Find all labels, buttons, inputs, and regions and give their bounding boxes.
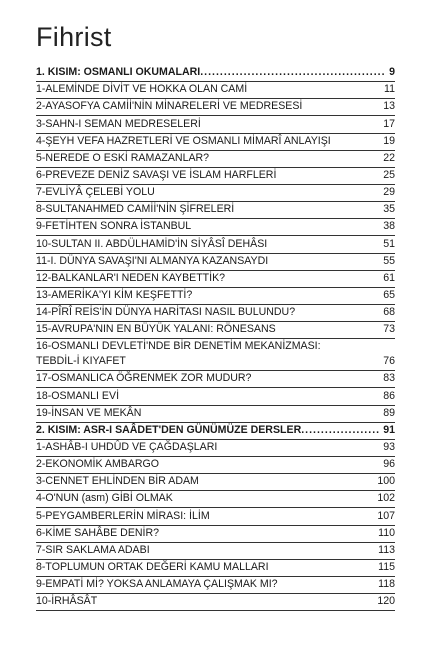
entry-page-number: 93 [383, 440, 395, 453]
toc-entry[interactable] [36, 577, 395, 594]
entry-page-number: 73 [383, 323, 395, 336]
entry-title: 6-PREVEZE DENİZ SAVAŞI VE İSLAM HARFLERİ [36, 168, 277, 181]
toc-entry[interactable] [36, 99, 395, 116]
dot-leader [200, 65, 385, 80]
entry-title: 16-OSMANLI DEVLETİ'NDE BİR DENETİM MEKANİZMASI: [36, 340, 321, 353]
entry-page-number: 25 [383, 168, 395, 181]
entry-page-number: 83 [383, 372, 395, 385]
toc-entry[interactable] [36, 508, 395, 525]
entry-page-number: 13 [383, 100, 395, 113]
entry-title: 12-BALKANLAR'I NEDEN KAYBETTİK? [36, 271, 226, 284]
toc-entry[interactable] [36, 305, 395, 322]
section-heading[interactable] [36, 423, 395, 440]
entry-page-number: 11 [384, 83, 395, 96]
page-title: Fihrist [36, 22, 112, 52]
entry-title: 10-SULTAN II. ABDÜLHAMİD'İN SİYÂSÎ DEHÂSI [36, 237, 268, 250]
toc-entry[interactable] [36, 543, 395, 560]
toc-entry[interactable] [36, 440, 395, 457]
dot-leader [301, 423, 379, 438]
table-of-contents [36, 65, 395, 611]
entry-title: 7-EVLİYÂ ÇELEBİ YOLU [36, 186, 155, 199]
entry-title: 7-SIR SAKLAMA ADABI [36, 543, 150, 556]
toc-entry[interactable] [36, 526, 395, 543]
toc-entry[interactable] [36, 219, 395, 236]
entry-title: 4-ŞEYH VEFA HAZRETLERİ VE OSMANLI MİMARÎ ANLAYIŞI [36, 134, 331, 147]
entry-title-continued: TEBDİL-İ KIYAFET [36, 355, 126, 368]
toc-entry[interactable] [36, 474, 395, 491]
toc-entry[interactable] [36, 185, 395, 202]
entry-page-number: 68 [383, 306, 395, 319]
entry-page-number: 19 [383, 134, 395, 147]
entry-page-number: 17 [383, 117, 395, 130]
toc-entry[interactable] [36, 339, 395, 371]
entry-title: 18-OSMANLI EVİ [36, 389, 120, 402]
toc-entry[interactable] [36, 457, 395, 474]
entry-page-number: 110 [378, 526, 395, 539]
toc-entry[interactable] [36, 406, 395, 423]
entry-title: 13-AMERİKA'YI KİM KEŞFETTİ? [36, 288, 193, 301]
entry-title: 5-PEYGAMBERLERİN MİRASI: İLİM [36, 509, 210, 522]
entry-page-number: 55 [383, 254, 395, 267]
section-page-number: 9 [389, 66, 395, 79]
toc-entry[interactable] [36, 288, 395, 305]
toc-entry[interactable] [36, 254, 395, 271]
toc-entry[interactable] [36, 116, 395, 133]
toc-entry[interactable] [36, 82, 395, 99]
entry-page-number: 102 [377, 492, 395, 505]
toc-entry[interactable] [36, 202, 395, 219]
toc-entry[interactable] [36, 151, 395, 168]
entry-page-number: 65 [383, 288, 395, 301]
entry-title: 9-FETİHTEN SONRA İSTANBUL [36, 220, 192, 233]
entry-title: 8-TOPLUMUN ORTAK DEĞERİ KAMU MALLARI [36, 560, 269, 573]
section-page-number: 91 [383, 423, 395, 436]
toc-entry[interactable] [36, 388, 395, 405]
section-heading[interactable] [36, 65, 395, 82]
entry-page-number: 22 [383, 151, 395, 164]
toc-entry[interactable] [36, 168, 395, 185]
entry-page-number: 61 [383, 271, 395, 284]
entry-title: 1-ALEMİNDE DİVİT VE HOKKA OLAN CAMİ [36, 83, 248, 96]
entry-title: 2-EKONOMİK AMBARGO [36, 458, 160, 471]
entry-title: 11-I. DÜNYA SAVAŞI'NI ALMANYA KAZANSAYDI [36, 254, 269, 267]
entry-title: 10-İRHÂSÂT [36, 595, 98, 608]
entry-title: 9-EMPATİ Mİ? YOKSA ANLAMAYA ÇALIŞMAK MI? [36, 578, 278, 591]
entry-page-number: 29 [383, 186, 395, 199]
entry-page-number: 96 [383, 458, 395, 471]
entry-page-number: 100 [377, 475, 395, 488]
entry-page-number: 35 [383, 203, 395, 216]
toc-entry[interactable] [36, 594, 395, 611]
entry-title: 4-O'NUN (asm) GİBİ OLMAK [36, 492, 173, 505]
entry-title: 6-KİME SAHÂBE DENİR? [36, 526, 160, 539]
toc-entry[interactable] [36, 134, 395, 151]
entry-title: 19-İNSAN VE MEKÂN [36, 406, 142, 419]
entry-page-number: 89 [383, 406, 395, 419]
entry-title: 14-PÎRÎ REİS'İN DÜNYA HARİTASI NASIL BULUNDU? [36, 306, 296, 319]
entry-title: 3-CENNET EHLİNDEN BİR ADAM [36, 475, 199, 488]
entry-title: 15-AVRUPA'NIN EN BÜYÜK YALANI: RÖNESANS [36, 323, 276, 336]
entry-page-number: 38 [383, 220, 395, 233]
entry-page-number: 107 [377, 509, 395, 522]
entry-page-number: 115 [378, 560, 395, 573]
entry-page-number: 86 [383, 389, 395, 402]
entry-title: 8-SULTANAHMED CAMİİ'NİN ŞİFRELERİ [36, 203, 235, 216]
toc-entry[interactable] [36, 371, 395, 388]
toc-entry[interactable] [36, 271, 395, 288]
entry-page-number: 120 [377, 595, 395, 608]
entry-title: 3-SAHN-I SEMAN MEDRESELERİ [36, 117, 201, 130]
toc-entry[interactable] [36, 560, 395, 577]
entry-title: 17-OSMANLICA ÖĞRENMEK ZOR MUDUR? [36, 372, 252, 385]
entry-title: 1-ASHÂB-I UHDÛD VE ÇAĞDAŞLARI [36, 440, 218, 453]
entry-page-number: 118 [378, 578, 395, 591]
entry-page-number: 51 [383, 237, 395, 250]
entry-title: 5-NEREDE O ESKİ RAMAZANLAR? [36, 151, 210, 164]
section-title: 2. KISIM: ASR-I SAÂDET'DEN GÜNÜMÜZE DERSLER [36, 423, 302, 436]
entry-title: 2-AYASOFYA CAMİİ'NİN MİNARELERİ VE MEDRESESİ [36, 100, 303, 113]
entry-page-number: 113 [378, 543, 395, 556]
toc-entry[interactable] [36, 236, 395, 253]
toc-entry[interactable] [36, 322, 395, 339]
entry-page-number: 76 [383, 355, 395, 368]
section-title: 1. KISIM: OSMANLI OKUMALARI [36, 66, 201, 79]
toc-entry[interactable] [36, 491, 395, 508]
